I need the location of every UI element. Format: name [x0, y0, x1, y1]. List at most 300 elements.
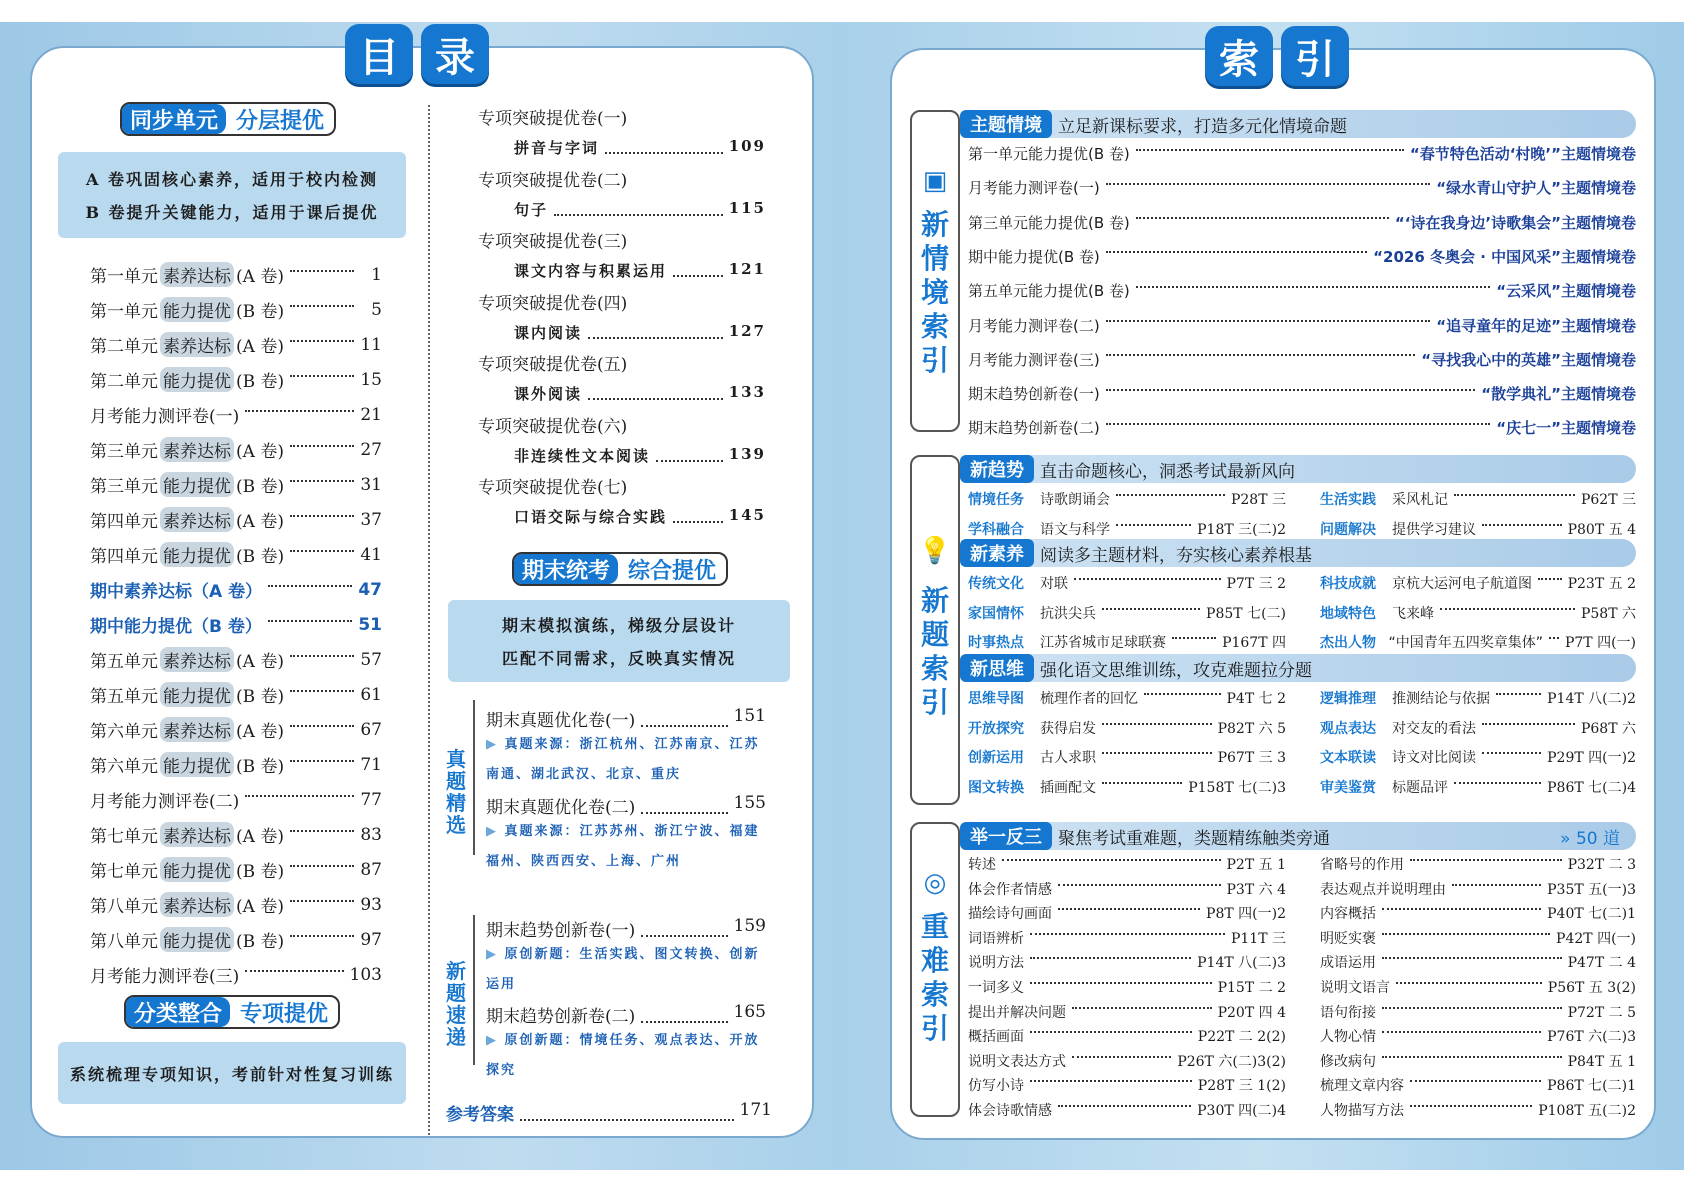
- topic-ref: P108T 五(二)2: [1538, 1103, 1636, 1119]
- s3-header: [960, 822, 1636, 850]
- arrow-icon: ▶: [486, 737, 505, 752]
- toc-entry[interactable]: [90, 402, 382, 427]
- leader-dots: [290, 445, 354, 447]
- lightbulb-icon: 💡: [918, 536, 952, 566]
- topic-title: 语句衔接: [1320, 1004, 1376, 1021]
- scenario-entry[interactable]: [968, 280, 1636, 301]
- topic-category: 生活实践: [1320, 492, 1376, 508]
- leader-dots: [268, 620, 352, 622]
- special-entry[interactable]: [514, 137, 766, 158]
- key-topic-entry[interactable]: [1320, 1075, 1636, 1095]
- leader-dots: [290, 760, 354, 762]
- entry-tag: 能力提优: [160, 542, 234, 567]
- topic-entry[interactable]: [1320, 489, 1636, 509]
- s2-header: [960, 654, 1636, 682]
- page-number: 87: [360, 859, 382, 880]
- paper-title: 期末真题优化卷(一): [486, 711, 636, 731]
- key-topic-entry[interactable]: [1320, 854, 1636, 874]
- topic-title: 表达观点并说明理由: [1320, 881, 1446, 898]
- page-number: 83: [360, 824, 382, 845]
- page-number: 127: [728, 321, 766, 340]
- entry-suffix: (A 卷): [236, 897, 284, 917]
- s1-header: [960, 110, 1636, 138]
- toc-entry[interactable]: [90, 367, 382, 392]
- leader-dots: [290, 900, 354, 902]
- leader-dots: [1549, 637, 1559, 639]
- leader-dots: [1136, 149, 1404, 151]
- key-topic-entry[interactable]: [968, 928, 1286, 948]
- topic-title: 人物心情: [1320, 1029, 1376, 1046]
- page-number: 31: [360, 474, 382, 495]
- special-entry[interactable]: [514, 199, 766, 220]
- header-desc: 直击命题核心，洞悉考试最新风向: [1040, 461, 1295, 482]
- leader-dots: [290, 270, 354, 272]
- header-desc: 强化语文思维训练，攻克难题拉分题: [1040, 660, 1312, 681]
- scenario-entry[interactable]: [968, 212, 1636, 233]
- leader-dots: [1106, 183, 1431, 185]
- topic-category: 思维导图: [968, 691, 1024, 707]
- toc-entry[interactable]: [90, 577, 382, 602]
- topic-entry[interactable]: [1320, 603, 1636, 623]
- paper-note: [486, 940, 766, 1000]
- topic-entry[interactable]: [968, 603, 1286, 623]
- leader-dots: [1030, 957, 1191, 959]
- leader-dots: [605, 133, 723, 154]
- key-topic-entry[interactable]: [968, 854, 1286, 874]
- topic-entry[interactable]: [968, 489, 1286, 509]
- entry-suffix: (B 卷): [236, 932, 285, 952]
- topic-title: 插画配文: [1040, 779, 1096, 796]
- group-bar: [473, 915, 475, 1065]
- group-bar: [473, 700, 475, 855]
- entry-title: 第六单元: [90, 757, 158, 777]
- toc-entry[interactable]: [90, 612, 382, 637]
- leader-dots: [1058, 908, 1200, 910]
- final-paper[interactable]: [486, 916, 766, 941]
- special-entry[interactable]: [514, 383, 766, 404]
- special-title[interactable]: 专项突破提优卷(三): [478, 232, 628, 252]
- topic-ref: P76T 六(二)3: [1547, 1029, 1636, 1046]
- topic-title: 描绘诗句画面: [968, 906, 1052, 923]
- topic-category: 逻辑推理: [1320, 691, 1376, 707]
- entry-title: 拼音与字词: [514, 139, 600, 157]
- topic-ref: P23T 五 2: [1567, 576, 1636, 592]
- page-number: 21: [360, 404, 382, 425]
- leader-dots: [1482, 723, 1575, 725]
- topic-entry[interactable]: [968, 632, 1286, 652]
- leader-dots: [641, 912, 727, 937]
- leader-dots: [520, 1096, 734, 1121]
- topic-entry[interactable]: [1320, 688, 1636, 708]
- toc-entry[interactable]: [90, 822, 382, 847]
- scenario-entry[interactable]: [968, 143, 1636, 164]
- entry-tag: 素养达标: [160, 507, 234, 532]
- entry-title: 口语交际与综合实践: [514, 508, 668, 526]
- final-paper[interactable]: [486, 793, 766, 818]
- topic-title: 提供学习建议: [1392, 521, 1476, 538]
- leader-dots: [290, 480, 354, 482]
- topic-title: 抗洪尖兵: [1040, 605, 1096, 622]
- toc-entry[interactable]: [90, 752, 382, 777]
- theme-name: “云采风”主题情境卷: [1496, 282, 1636, 301]
- topic-entry[interactable]: [1320, 777, 1636, 797]
- s2-header: [960, 455, 1636, 483]
- scenario-entry[interactable]: [968, 383, 1636, 404]
- key-topic-entry[interactable]: [1320, 1026, 1636, 1046]
- leader-dots: [673, 502, 723, 523]
- topic-entry[interactable]: [1320, 718, 1636, 738]
- topic-ref: P20T 四 4: [1217, 1004, 1286, 1021]
- topic-entry[interactable]: [968, 777, 1286, 797]
- leader-dots: [1410, 859, 1562, 861]
- page-number: 77: [360, 789, 382, 810]
- page-number: 67: [360, 719, 382, 740]
- topic-ref: P8T 四(一)2: [1206, 906, 1286, 923]
- leader-dots: [290, 655, 354, 657]
- leader-dots: [290, 550, 354, 552]
- leader-dots: [1496, 693, 1541, 695]
- key-topic-entry[interactable]: [968, 1051, 1286, 1071]
- leader-dots: [641, 998, 727, 1023]
- page-number: 165: [733, 1002, 766, 1022]
- entry-tag: 能力提优: [160, 297, 234, 322]
- leader-dots: [290, 340, 354, 342]
- special-entry[interactable]: [514, 322, 766, 343]
- leader-dots: [656, 441, 723, 462]
- toc-entry[interactable]: [90, 787, 382, 812]
- entry-tag: 素养达标: [160, 892, 234, 917]
- topic-title: 词语辨析: [968, 930, 1024, 947]
- sync-section-heading: [120, 102, 336, 136]
- toc-entry[interactable]: [90, 647, 382, 672]
- key-topic-entry[interactable]: [1320, 977, 1636, 997]
- index-title: [1205, 26, 1349, 86]
- leader-dots: [641, 702, 727, 727]
- leader-dots: [1382, 1031, 1541, 1033]
- topic-entry[interactable]: [968, 747, 1286, 767]
- leader-dots: [1030, 1031, 1192, 1033]
- sync-note: [58, 152, 406, 238]
- header-desc: 立足新课标要求，打造多元化情境命题: [1058, 116, 1347, 137]
- topic-ref: P11T 三: [1230, 930, 1286, 947]
- topic-entry[interactable]: [968, 519, 1286, 539]
- topic-ref: P86T 七(二)1: [1547, 1078, 1636, 1095]
- special-entry[interactable]: [514, 260, 766, 281]
- scenario-entry[interactable]: [968, 315, 1636, 336]
- entry-suffix: (A 卷): [236, 722, 284, 742]
- topic-ref: P28T 三 1(2): [1197, 1078, 1286, 1095]
- leader-dots: [290, 865, 354, 867]
- answers-entry[interactable]: [446, 1100, 772, 1125]
- topic-entry[interactable]: [1320, 573, 1636, 593]
- entry-suffix: (A 卷): [236, 652, 284, 672]
- special-title[interactable]: 专项突破提优卷(六): [478, 416, 628, 437]
- page-number: 171: [739, 1100, 772, 1120]
- entry-tag: 能力提优: [160, 927, 234, 952]
- topic-title: 诗文对比阅读: [1392, 750, 1476, 766]
- theme-name: “‘诗在我身边’诗歌集会”主题情境卷: [1394, 213, 1636, 232]
- scenario-entry[interactable]: [968, 177, 1636, 198]
- special-title[interactable]: 专项突破提优卷(五): [478, 355, 628, 375]
- leader-dots: [1538, 578, 1562, 580]
- topic-ref: P56T 五 3(2): [1547, 980, 1636, 996]
- topic-category: 创新运用: [968, 750, 1024, 766]
- entry-tag: 素养达标: [160, 437, 234, 462]
- leader-dots: [1440, 608, 1575, 610]
- topic-entry[interactable]: [1320, 632, 1636, 652]
- topic-title: 古人求职: [1040, 750, 1096, 766]
- page-number: 41: [360, 544, 382, 565]
- entry-title: 第一单元: [90, 267, 158, 287]
- page-number: 71: [360, 754, 382, 775]
- entry-title: 课内阅读: [514, 323, 583, 342]
- topic-ref: P32T 二 3: [1567, 857, 1636, 873]
- special-title[interactable]: 专项突破提优卷(四): [478, 293, 628, 314]
- leader-dots: [588, 379, 723, 400]
- topic-title: 语文与科学: [1040, 521, 1110, 538]
- special-entry[interactable]: [514, 506, 766, 527]
- title-char: 录: [421, 24, 489, 84]
- topic-title: “中国青年五四奖章集体”: [1388, 635, 1543, 651]
- page-number: 37: [360, 509, 382, 530]
- toc-entry[interactable]: [90, 437, 382, 462]
- page-number: 139: [728, 444, 766, 463]
- entry-title: 第五单元: [90, 652, 158, 672]
- key-topic-entry[interactable]: [968, 952, 1286, 972]
- toc-entry[interactable]: [90, 892, 382, 917]
- topic-ref: P158T 七(二)3: [1188, 779, 1286, 796]
- s2-label: 新 题 索 引: [920, 584, 949, 719]
- toc-entry[interactable]: [90, 472, 382, 497]
- scenario-entry[interactable]: [968, 246, 1636, 267]
- key-topic-entry[interactable]: [968, 1100, 1286, 1120]
- paper-name: 月考能力测评卷(三): [968, 350, 1100, 369]
- note-line: 匹配不同需求，反映真实情况: [501, 649, 736, 668]
- real-exam-label: 真 题 精 选: [446, 747, 466, 837]
- topic-category: 问题解决: [1320, 521, 1376, 538]
- topic-ref: P2T 五 1: [1226, 857, 1286, 873]
- page-number: 11: [360, 334, 382, 355]
- s2-header: [960, 539, 1636, 567]
- page-number: 57: [360, 649, 382, 670]
- key-topic-entry[interactable]: [1320, 1100, 1636, 1120]
- leader-dots: [1030, 1080, 1192, 1082]
- toc-entry[interactable]: [90, 682, 382, 707]
- leader-dots: [268, 585, 352, 587]
- topic-entry[interactable]: [968, 688, 1286, 708]
- special-title[interactable]: 专项突破提优卷(二): [478, 170, 628, 191]
- classify-section-heading: [124, 995, 340, 1029]
- topic-category: 家国情怀: [968, 605, 1024, 622]
- topic-category: 开放探究: [968, 720, 1024, 737]
- scenario-entry[interactable]: [968, 417, 1636, 438]
- leader-dots: [1454, 782, 1541, 784]
- header-tag: 举一反三: [960, 822, 1052, 850]
- toc-entry[interactable]: [90, 262, 382, 287]
- paper-name: 期中能力提优(B 卷): [968, 247, 1100, 266]
- topic-title: 京杭大运河电子航道图: [1392, 576, 1532, 592]
- key-topic-entry[interactable]: [968, 1075, 1286, 1095]
- leader-dots: [1002, 859, 1221, 861]
- key-topic-entry[interactable]: [1320, 879, 1636, 899]
- theme-name: “2026 冬奥会 · 中国风采”主题情境卷: [1373, 247, 1636, 266]
- title-char: 目: [345, 24, 413, 84]
- leader-dots: [1106, 354, 1416, 356]
- entry-title: 第一单元: [90, 302, 158, 322]
- paper-name: 期末趋势创新卷(一): [968, 385, 1100, 404]
- topic-category: 杰出人物: [1320, 635, 1376, 651]
- topic-title: 内容概括: [1320, 906, 1376, 923]
- key-topic-entry[interactable]: [1320, 928, 1636, 948]
- special-title[interactable]: 专项突破提优卷(七): [478, 478, 628, 498]
- leader-dots: [1072, 1007, 1212, 1009]
- key-topic-entry[interactable]: [968, 1002, 1286, 1022]
- topic-category: 学科融合: [968, 521, 1024, 538]
- header-tag: 主题情境: [960, 110, 1052, 138]
- topic-entry[interactable]: [968, 573, 1286, 593]
- leader-dots: [1382, 1007, 1562, 1009]
- key-topic-entry[interactable]: [1320, 903, 1636, 923]
- topic-title: 标题品评: [1392, 779, 1448, 796]
- toc-entry[interactable]: [90, 857, 382, 882]
- topic-title: 梳理文章内容: [1320, 1078, 1404, 1095]
- topic-ref: P14T 八(二)2: [1547, 691, 1636, 707]
- title-char: 引: [1281, 26, 1349, 86]
- toc-entry[interactable]: [90, 962, 382, 987]
- special-entry[interactable]: [514, 445, 766, 466]
- entry-tag: 能力提优: [160, 857, 234, 882]
- entry-title: 第三单元: [90, 442, 158, 462]
- topic-ref: P14T 八(二)3: [1197, 955, 1286, 972]
- key-topic-entry[interactable]: [968, 1026, 1286, 1046]
- page-number: 51: [358, 614, 382, 635]
- leader-dots: [1172, 637, 1216, 639]
- topic-title: 获得启发: [1040, 720, 1096, 737]
- leader-dots: [1102, 608, 1200, 610]
- toc-entry[interactable]: [90, 332, 382, 357]
- entry-suffix: (A 卷): [236, 442, 284, 462]
- page-number: 93: [360, 894, 382, 915]
- toc-entry[interactable]: [90, 927, 382, 952]
- topic-title: 飞来峰: [1392, 605, 1434, 622]
- topic-entry[interactable]: [1320, 519, 1636, 539]
- entry-title: 第二单元: [90, 337, 158, 357]
- entry-title: 期中能力提优（B 卷）: [90, 617, 262, 637]
- page-number: 159: [733, 916, 766, 936]
- entry-title: 课文内容与积累运用: [514, 262, 668, 280]
- leader-dots: [1058, 1105, 1191, 1107]
- note-line: A 卷巩固核心素养，适用于校内检测: [86, 170, 378, 189]
- toc-entry[interactable]: [90, 542, 382, 567]
- leader-dots: [290, 305, 354, 307]
- header-desc: 阅读多主题材料，夯实核心素养根基: [1040, 545, 1312, 566]
- column-divider: [428, 105, 430, 1135]
- toc-entry[interactable]: [90, 297, 382, 322]
- key-topic-entry[interactable]: [1320, 952, 1636, 972]
- entry-title: 第四单元: [90, 547, 158, 567]
- note-text: 真题来源：浙江杭州、江苏南京、江苏南通、湖北武汉、北京、重庆: [486, 737, 760, 782]
- key-topic-entry[interactable]: [968, 879, 1286, 899]
- entry-title: 第三单元: [90, 477, 158, 497]
- page-number: 47: [358, 579, 382, 600]
- leader-dots: [1482, 524, 1562, 526]
- arrow-icon: ▶: [486, 1033, 505, 1048]
- leader-dots: [1106, 320, 1431, 322]
- entry-tag: 能力提优: [160, 682, 234, 707]
- topic-title: 对联: [1040, 576, 1068, 592]
- note-line: 系统梳理专项知识，考前针对性复习训练: [69, 1064, 394, 1084]
- leader-dots: [1074, 578, 1221, 580]
- topic-ref: P167T 四: [1222, 635, 1286, 651]
- leader-dots: [1106, 423, 1491, 425]
- topic-ref: P15T 二 2: [1217, 980, 1286, 996]
- leader-dots: [290, 830, 354, 832]
- entry-suffix: (B 卷): [236, 862, 285, 882]
- leader-dots: [1102, 782, 1182, 784]
- theme-name: “春节特色活动‘村晚’”主题情境卷: [1409, 145, 1636, 163]
- leader-dots: [1106, 251, 1367, 253]
- topic-ref: P80T 五 4: [1567, 521, 1636, 538]
- final-paper[interactable]: [486, 1002, 766, 1027]
- entry-suffix: (B 卷): [236, 372, 285, 392]
- topic-ref: P68T 六: [1580, 720, 1636, 737]
- leader-dots: [1106, 389, 1476, 391]
- key-topic-entry[interactable]: [968, 977, 1286, 997]
- arrow-icon: ▶: [486, 947, 505, 962]
- page-number: 61: [360, 684, 382, 705]
- topic-entry[interactable]: [1320, 747, 1636, 767]
- key-topic-entry[interactable]: [1320, 1002, 1636, 1022]
- toc-entry[interactable]: [90, 717, 382, 742]
- entry-title: 第五单元: [90, 687, 158, 707]
- heading-b: 综合提优: [628, 558, 717, 584]
- topic-ref: P7T 四(一): [1564, 635, 1636, 651]
- entry-title: 第八单元: [90, 932, 158, 952]
- page-number: 145: [728, 506, 766, 524]
- theme-name: “庆七一”主题情境卷: [1496, 419, 1636, 438]
- topic-ref: P58T 六: [1580, 605, 1636, 622]
- heading-a: 期末统考: [514, 554, 618, 584]
- entry-suffix: (B 卷): [236, 477, 285, 497]
- paper-note: [486, 817, 766, 877]
- leader-dots: [1452, 884, 1541, 886]
- entry-title: 第七单元: [90, 827, 158, 847]
- topic-ref: P7T 三 2: [1226, 576, 1286, 592]
- leader-dots: [1116, 494, 1225, 496]
- topic-title: 说明文表达方式: [968, 1053, 1066, 1070]
- topic-category: 情境任务: [968, 492, 1024, 508]
- leader-dots: [1410, 1080, 1541, 1082]
- entry-title: 第二单元: [90, 372, 158, 392]
- key-topic-entry[interactable]: [1320, 1051, 1636, 1071]
- special-title[interactable]: 专项突破提优卷(一): [478, 109, 628, 129]
- topic-title: 推测结论与依据: [1392, 691, 1490, 707]
- toc-entry[interactable]: [90, 507, 382, 532]
- leader-dots: [245, 795, 354, 797]
- scenario-entry[interactable]: [968, 349, 1636, 370]
- entry-suffix: (A 卷): [236, 512, 284, 532]
- entry-title: 课外阅读: [514, 385, 583, 403]
- note-line: B 卷提升关键能力，适用于课后提优: [85, 203, 379, 222]
- topic-entry[interactable]: [968, 718, 1286, 738]
- leader-dots: [673, 256, 723, 277]
- leader-dots: [245, 970, 343, 972]
- header-tag: 新趋势: [960, 455, 1034, 483]
- leader-dots: [1382, 908, 1541, 910]
- key-topic-entry[interactable]: [968, 903, 1286, 923]
- final-paper[interactable]: [486, 706, 766, 731]
- theme-name: “追寻童年的足迹”主题情境卷: [1436, 316, 1636, 335]
